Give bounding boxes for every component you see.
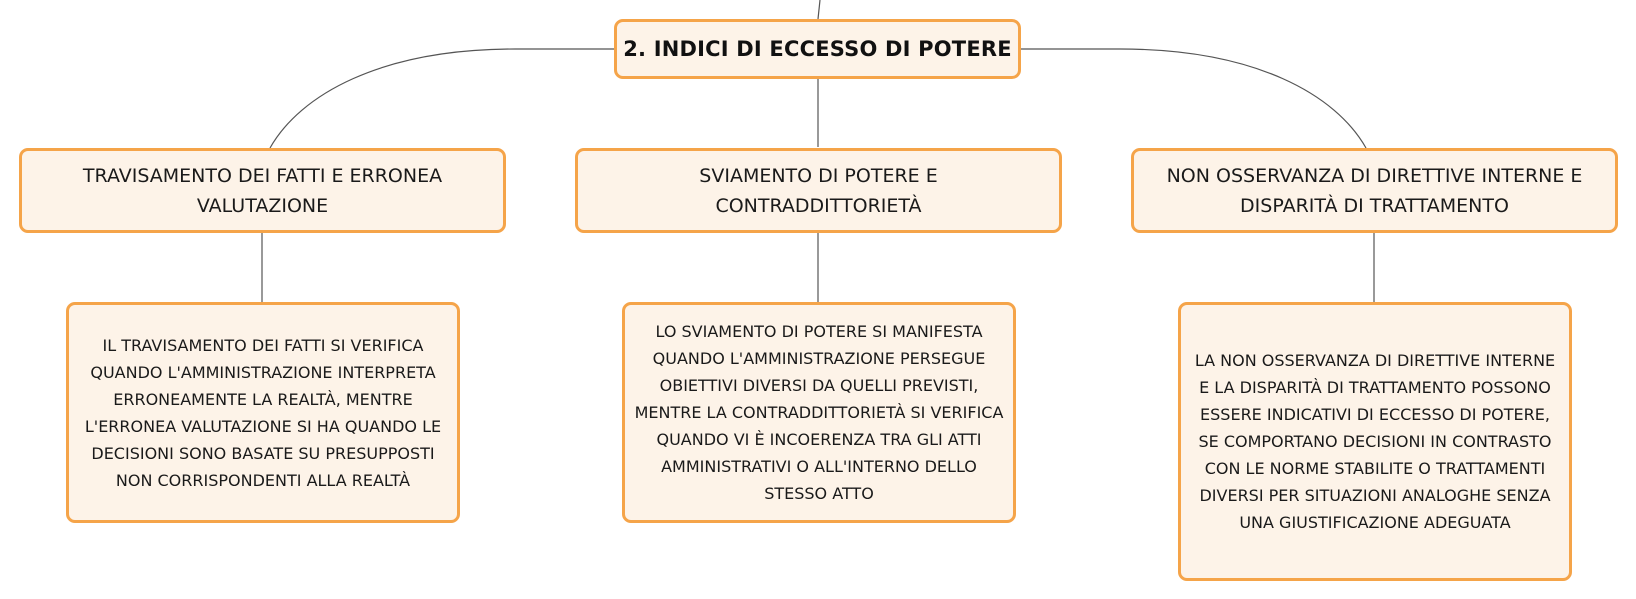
connector-root-to-branch-3 [1021, 49, 1366, 148]
detail-node-travisamento[interactable] [66, 302, 460, 523]
detail-text: LA NON OSSERVANZA DI DIRETTIVE INTERNE E LA DISPARITÀ DI TRATTAMENTO POSSONO ESSERE INDICATIVI DI ECCESSO DI POTERE, SE COMPORTANO DECISIONI IN CONTRASTO CON LE NORME STABILITE O TRATTAMENTI DIVERSI PER SITUAZIONI ANALOGHE SENZA UNA GIUSTIFICAZIONE ADEGUATA [1194, 351, 1556, 532]
branch-node-travisamento[interactable] [19, 148, 506, 233]
detail-node-non-osservanza[interactable] [1178, 302, 1572, 581]
connector-incoming [818, 0, 820, 19]
branch-node-non-osservanza[interactable] [1131, 148, 1618, 233]
detail-text: IL TRAVISAMENTO DEI FATTI SI VERIFICA QUANDO L'AMMINISTRAZIONE INTERPRETA ERRONEAMENTE LA REALTÀ, MENTRE L'ERRONEA VALUTAZIONE SI HA QUANDO LE DECISIONI SONO BASATE SU PRESUPPOSTI NON CORRISPONDENTI ALLA REALTÀ [84, 335, 442, 490]
connector-root-to-branch-1 [270, 49, 614, 148]
root-title: 2. INDICI DI ECCESSO DI POTERE [623, 37, 1012, 61]
branch-title: TRAVISAMENTO DEI FATTI E ERRONEA VALUTAZIONE [82, 164, 443, 217]
root-node[interactable] [614, 19, 1021, 79]
branch-node-sviamento[interactable] [575, 148, 1062, 233]
branch-title: SVIAMENTO DI POTERE E CONTRADDITTORIETÀ [699, 164, 938, 217]
detail-node-sviamento[interactable] [622, 302, 1016, 523]
branch-title: NON OSSERVANZA DI DIRETTIVE INTERNE E DISPARITÀ DI TRATTAMENTO [1166, 164, 1583, 217]
detail-text: LO SVIAMENTO DI POTERE SI MANIFESTA QUANDO L'AMMINISTRAZIONE PERSEGUE OBIETTIVI DIVERSI DA QUELLI PREVISTI, MENTRE LA CONTRADDITTORIETÀ SI VERIFICA QUANDO VI È INCOERENZA TRA GLI ATTI AMMINISTRATIVI O ALL'INTERNO DELLO STESSO ATTO [634, 322, 1004, 503]
